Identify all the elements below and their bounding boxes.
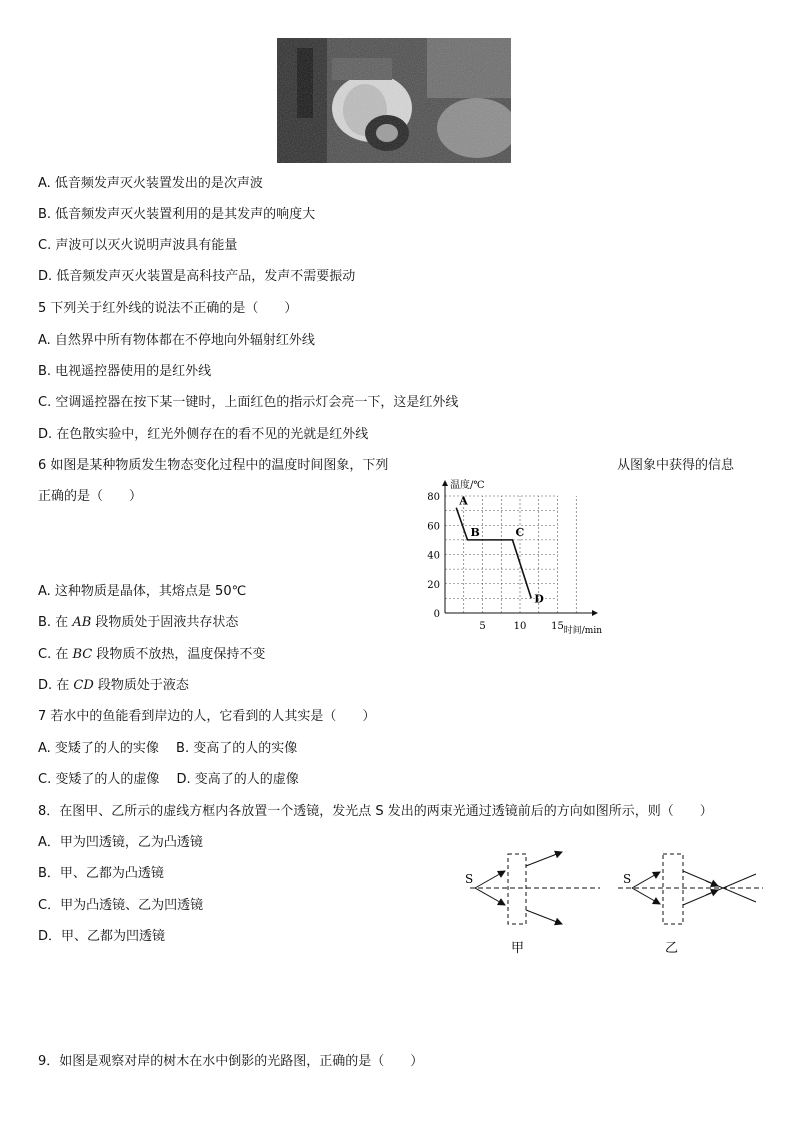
x-axis-label: 时间/min	[563, 626, 602, 636]
q6-option-b: B. 在 AB 段物质处于固液共存状态	[38, 615, 239, 630]
incident-ray-lower	[475, 888, 505, 905]
q4-option-c: C. 声波可以灭火说明声波具有能量	[38, 238, 238, 253]
figure-label-yi: 乙	[665, 941, 679, 956]
q9-stem: 9．如图是观察对岸的树木在水中倒影的光路图，正确的是（ ）	[38, 1054, 424, 1069]
refracted-ray-lower	[526, 910, 562, 924]
arrow-lower	[706, 890, 718, 895]
q8-option-d: D．甲、乙都为凹透镜	[38, 929, 166, 944]
q5-option-b: B. 电视遥控器使用的是红外线	[38, 364, 212, 379]
incident-ray-upper	[632, 872, 660, 888]
x-tick-label: 5	[479, 621, 486, 632]
x-tick-label: 10	[513, 621, 527, 632]
y-tick-label: 80	[427, 492, 440, 503]
q6-option-a: A. 这种物质是晶体，其熔点是 50℃	[38, 584, 247, 599]
y-axis-label: 温度/℃	[450, 480, 485, 491]
lens-box	[663, 854, 683, 924]
source-label: S	[465, 872, 474, 886]
lens-box	[508, 854, 526, 924]
figure-label-jia: 甲	[511, 941, 525, 956]
q7-options-cd: C. 变矮了的人的虚像 D. 变高了的人的虚像	[38, 772, 299, 787]
refracted-ray-upper	[683, 871, 756, 902]
q8-option-c: C．甲为凸透镜、乙为凹透镜	[38, 898, 204, 913]
point-label-d: D	[534, 592, 544, 606]
incident-ray-upper	[475, 871, 505, 888]
q4-option-a: A. 低音频发声灭火装置发出的是次声波	[38, 176, 263, 191]
lens-diagram-yi	[618, 844, 768, 964]
point-label-a: A	[459, 494, 468, 508]
q5-stem: 5 下列关于红外线的说法不正确的是（ ）	[38, 301, 298, 316]
x-tick-label: 15	[551, 621, 564, 632]
y-tick-label: 0	[433, 609, 440, 620]
lens-diagram-jia	[455, 844, 605, 964]
q8-stem: 8．在图甲、乙所示的虚线方框内各放置一个透镜，发光点 S 发出的两束光通过透镜前后的方向如图所示，则（ ）	[38, 804, 713, 819]
q4-option-b: B. 低音频发声灭火装置利用的是其发声的响度大	[38, 207, 316, 222]
arrow-upper	[706, 881, 718, 886]
incident-ray-lower	[632, 888, 660, 904]
q5-option-d: D. 在色散实验中，红光外侧存在的看不见的光就是红外线	[38, 427, 369, 442]
q8-option-b: B．甲、乙都为凸透镜	[38, 866, 164, 881]
y-tick-label: 40	[427, 550, 440, 562]
y-axis-arrow	[442, 480, 448, 486]
y-tick-label: 20	[427, 579, 440, 591]
q6-option-c: C. 在 BC 段物质不放热，温度保持不变	[38, 647, 266, 662]
q6-stem-part3: 正确的是（ ）	[38, 489, 143, 504]
temperature-time-graph	[420, 474, 610, 636]
q4-option-d: D. 低音频发声灭火装置是高科技产品，发声不需要振动	[38, 269, 356, 284]
q6-stem-part1: 6 如图是某种物质发生物态变化过程中的温度时间图象，下列	[38, 458, 389, 473]
q8-option-a: A．甲为凹透镜，乙为凸透镜	[38, 835, 203, 850]
x-axis-arrow	[592, 610, 598, 616]
fire-extinguisher-photo	[277, 38, 511, 163]
refracted-ray-lower	[683, 874, 756, 905]
q5-option-c: C. 空调遥控器在按下某一键时，上面红色的指示灯会亮一下，这是红外线	[38, 395, 459, 410]
refracted-ray-upper	[526, 852, 562, 866]
y-tick-label: 60	[427, 521, 440, 533]
point-label-b: B	[470, 525, 480, 539]
q5-option-a: A. 自然界中所有物体都在不停地向外辐射红外线	[38, 333, 315, 348]
q6-stem-part2: 从图象中获得的信息	[617, 458, 735, 473]
source-label: S	[623, 872, 632, 886]
point-label-c: C	[515, 525, 525, 539]
q7-stem: 7 若水中的鱼能看到岸边的人，它看到的人其实是（ ）	[38, 709, 376, 724]
q7-options-ab: A. 变矮了的人的实像 B. 变高了的人的实像	[38, 741, 298, 756]
q6-option-d: D. 在 CD 段物质处于液态	[38, 678, 189, 693]
